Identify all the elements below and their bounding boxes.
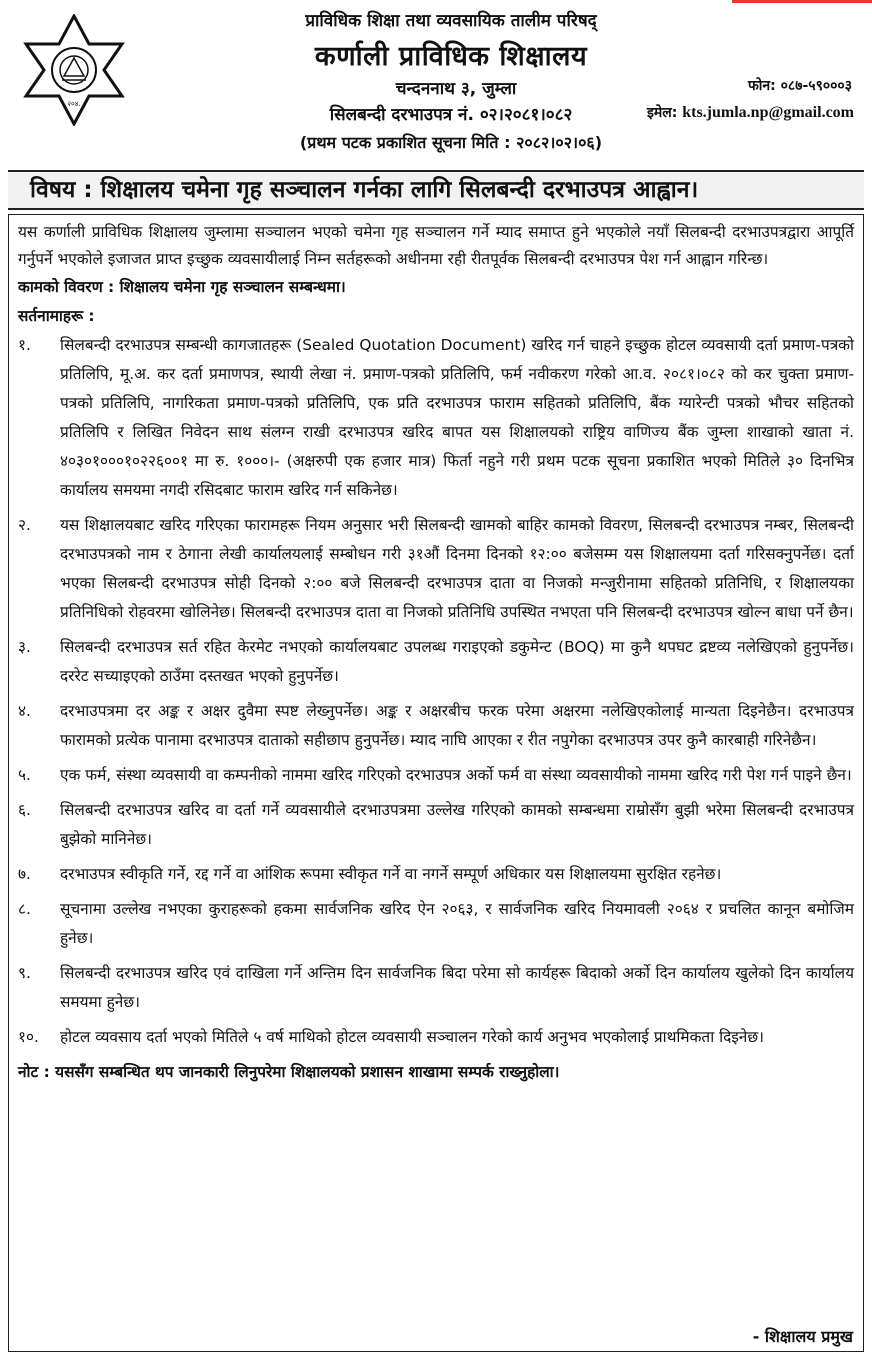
condition-number: ३.	[18, 638, 31, 656]
notice-body	[8, 214, 864, 1352]
condition-item	[18, 959, 854, 1017]
email-info	[647, 103, 854, 122]
conditions-list	[18, 331, 854, 1052]
condition-number: २.	[18, 516, 31, 534]
phone-label: फोन:	[747, 78, 776, 94]
conditions-label: सर्तनामाहरू :	[18, 307, 95, 325]
condition-item	[18, 1023, 854, 1052]
condition-item	[18, 697, 854, 755]
condition-text: सिलबन्दी दरभाउपत्र सर्त रहित केरमेट नभएको कार्यालयबाट उपलब्ध गराइएको डकुमेन्ट (BOQ) मा कुनै थपघट द्रष्टव्य नलेखिएको हुनुपर्नेछ। दररेट सच्याइएको ठाउँमा दस्तखत भएको हुनुपर्नेछ।	[60, 638, 854, 685]
quotation-number-label: सिलबन्दी दरभाउपत्र नं.	[329, 105, 474, 125]
council-name: प्राविधिक शिक्षा तथा व्यवसायिक तालीम परिषद्	[305, 11, 597, 31]
top-accent-line	[732, 0, 872, 3]
intro-paragraph: यस कर्णाली प्राविधिक शिक्षालय जुम्लामा सञ्चालन भएको चमेना गृह सञ्चालन गर्ने म्याद समाप्त हुने भएकोले नयाँ सिलबन्दी दरभाउपत्रद्वारा आपूर्ति गर्नुपर्ने भएकोले इजाजत प्राप्त इच्छुक व्यवसायीलाई निम्न सर्तहरूको अधीनमा रही रीतपूर्वक सिलबन्दी दरभाउपत्र पेश गर्न आह्वान गरिन्छ।	[18, 223, 854, 268]
publication-date-label: (प्रथम पटक प्रकाशित सूचना मिति :	[299, 133, 511, 152]
condition-item	[18, 860, 854, 889]
condition-text: एक फर्म, संस्था व्यवसायी वा कम्पनीको नाममा खरिद गरिएको दरभाउपत्र अर्को फर्म वा संस्था व्यवसायीको नाममा खरिद गरी पेश गर्न पाइने छैन।	[60, 766, 852, 784]
condition-item	[18, 796, 854, 854]
condition-item	[18, 633, 854, 691]
school-name: कर्णाली प्राविधिक शिक्षालय	[314, 41, 588, 72]
condition-number: ६.	[18, 801, 31, 819]
condition-item	[18, 761, 854, 790]
email-value: kts.jumla.np@gmail.com	[682, 104, 854, 121]
publication-date	[0, 131, 872, 153]
condition-text: सूचनामा उल्लेख नभएका कुराहरूको हकमा सार्वजनिक खरिद ऐन २०६३, र सार्वजनिक खरिद नियमावली २०६४ र प्रचलित कानून बमोजिम हुनेछ।	[60, 900, 854, 947]
signature: - शिक्षालय प्रमुख	[752, 1327, 853, 1346]
condition-number: १०.	[18, 1028, 39, 1046]
condition-text: सिलबन्दी दरभाउपत्र खरिद एवं दाखिला गर्ने अन्तिम दिन सार्वजनिक बिदा परेमा सो कार्यहरू बिदाको अर्को दिन कार्यालय खुलेको दिन कार्यालय समयमा हुनेछ।	[60, 964, 854, 1011]
condition-text: दरभाउपत्रमा दर अङ्क र अक्षर दुवैमा स्पष्ट लेख्नुपर्नेछ। अङ्क र अक्षरबीच फरक परेमा अक्षरमा नलेखिएकोलाई मान्यता दिइनेछैन। दरभाउपत्र फारामको प्रत्येक पानामा दरभाउपत्र दाताको सहीछाप हुनुपर्नेछ। म्याद नाघि आएका र रीत नपुगेका दरभाउपत्र उपर कुनै कारबाही गरिनेछैन।	[60, 702, 854, 749]
condition-text: होटल व्यवसाय दर्ता भएको मितिले ५ वर्ष माथिको होटल व्यवसायी सञ्चालन गरेको कार्य अनुभव भएकोलाई प्राथमिकता दिइनेछ।	[60, 1028, 764, 1046]
condition-item	[18, 895, 854, 953]
condition-text: दरभाउपत्र स्वीकृति गर्ने, रद्द गर्ने वा आंशिक रूपमा स्वीकृत गर्ने वा नगर्ने सम्पूर्ण अधिकार यस शिक्षालयमा सुरक्षित रहनेछ।	[60, 865, 722, 883]
condition-number: ७.	[18, 865, 31, 883]
svg-text:२०४.: २०४.	[67, 100, 81, 108]
condition-item	[18, 511, 854, 627]
quotation-number-value: ०२।२०८१।०८२	[479, 105, 573, 125]
condition-number: ५.	[18, 766, 31, 784]
condition-number: १.	[18, 336, 31, 354]
condition-item	[18, 331, 854, 505]
condition-number: ९.	[18, 964, 31, 982]
phone-info	[748, 76, 852, 95]
condition-text: सिलबन्दी दरभाउपत्र खरिद वा दर्ता गर्ने व्यवसायीले दरभाउपत्रमा उल्लेख गरिएको कामको सम्बन्धमा राम्रोसँग बुझी भरेमा सिलबन्दी दरभाउपत्र बुझेको मानिनेछ।	[60, 801, 854, 848]
condition-number: ४.	[18, 702, 31, 720]
notice-subject: विषय : शिक्षालय चमेना गृह सञ्चालन गर्नका लागि सिलबन्दी दरभाउपत्र आह्वान।	[8, 170, 864, 210]
publication-date-value: २०८२।०२।०६)	[516, 133, 603, 152]
work-description: कामको विवरण : शिक्षालय चमेना गृह सञ्चालन सम्बन्धमा।	[18, 278, 346, 296]
email-label: इमेल:	[647, 105, 678, 121]
footer-note: नोट : यससँग सम्बन्धित थप जानकारी लिनुपरेमा शिक्षालयको प्रशासन शाखामा सम्पर्क राख्नुहोला।	[18, 1063, 560, 1081]
condition-text: यस शिक्षालयबाट खरिद गरिएका फारामहरू नियम अनुसार भरी सिलबन्दी खामको बाहिर कामको विवरण, सिलबन्दी दरभाउपत्र नम्बर, सिलबन्दी दरभाउपत्रको नाम र ठेगाना लेखी कार्यालयलाई सम्बोधन गरी ३१औं दिनमा दिनको १२:०० बजेसम्म यस शिक्षालयमा दर्ता गरिसक्नुपर्नेछ। दर्ता भएका सिलबन्दी दरभाउपत्र सोही दिनको २:०० बजे सिलबन्दी दरभाउपत्र दाता वा निजको मन्जुरीनामा सहितको प्रतिनिधि, र शिक्षालयका प्रतिनिधिको रोहवरमा खोलिनेछ। सिलबन्दी दरभाउपत्र दाता वा निजको प्रतिनिधि उपस्थित नभएता पनि सिलबन्दी दरभाउपत्र खोल्न बाधा पर्ने छैन।	[60, 516, 854, 621]
condition-text: सिलबन्दी दरभाउपत्र सम्बन्धी कागजातहरू (Sealed Quotation Document) खरिद गर्न चाहने इच्छुक होटल व्यवसायी दर्ता प्रमाण-पत्रको प्रतिलिपि, मू.अ. कर दर्ता प्रमाणपत्र, स्थायी लेखा नं. प्रमाण-पत्रको प्रतिलिपि, फर्म नवीकरण गरेको आ.व. २०८१।०८२ को कर चुक्ता प्रमाण-पत्रको प्रतिलिपि, नागरिकता प्रमाण-पत्रको प्रतिलिपि, एक प्रति दरभाउपत्र फाराम सहितको प्रतिलिपि, बैंक ग्यारेन्टी पत्रको भौचर सहितको प्रतिलिपि र लिखित निवेदन साथ संलग्न राखी दरभाउपत्र खरिद बापत यस शिक्षालयको राष्ट्रिय वाणिज्य बैंक जुम्ला शाखाको खाता नं. ४०३०१०००१०२२६००१ मा रु. १०००।- (अक्षरुपी एक हजार मात्र) फिर्ता नहुने गरी प्रथम पटक सूचना प्रकाशित भएको मितिले ३० दिनभित्र कार्यालय समयमा नगदी रसिदबाट फाराम खरिद गर्न सकिनेछ।	[60, 336, 854, 499]
phone-value: ०८७-५९०००३	[780, 78, 852, 94]
school-address: चन्दननाथ ३, जुम्ला	[395, 79, 517, 99]
notice-header	[0, 0, 872, 165]
condition-number: ८.	[18, 900, 31, 918]
